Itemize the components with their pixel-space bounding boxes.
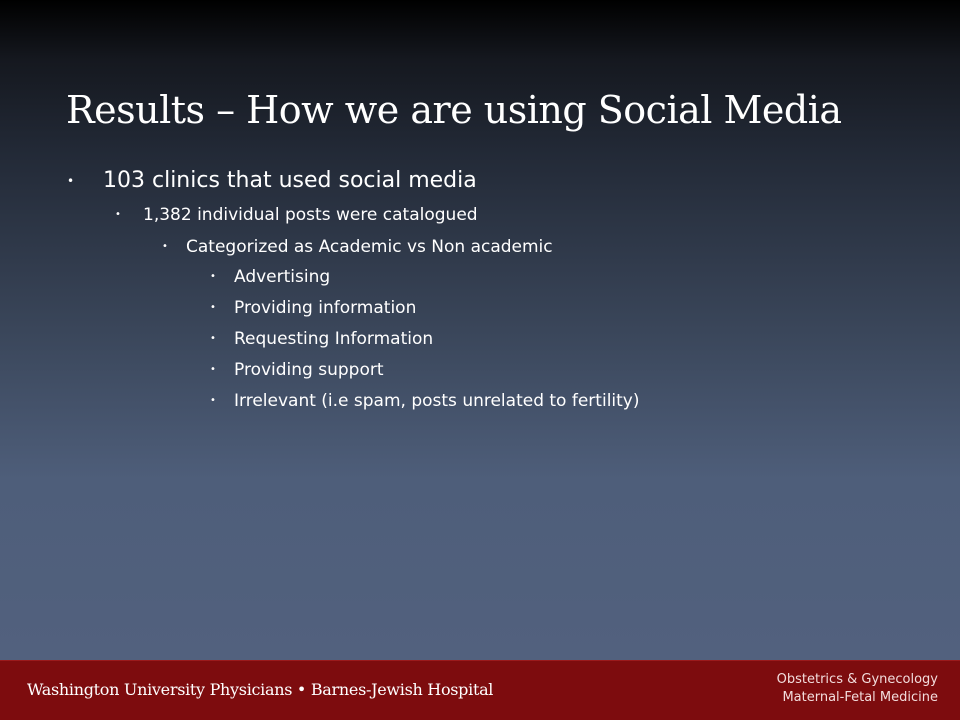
- bullet-providing-information: [210, 298, 417, 318]
- bullet-text: Categorized as Academic vs Non academic: [186, 237, 553, 257]
- bullet-clinics: [67, 168, 477, 193]
- bullet-irrelevant: [210, 391, 640, 411]
- bullet-dot-icon: •: [210, 333, 216, 344]
- bullet-text: Irrelevant (i.e spam, posts unrelated to fertility): [234, 391, 640, 411]
- bullet-categorized: [162, 237, 553, 257]
- bullet-text: 1,382 individual posts were catalogued: [143, 205, 478, 225]
- bullet-text: Providing information: [234, 298, 417, 318]
- bullet-text: Providing support: [234, 360, 384, 380]
- bullet-dot-icon: •: [162, 241, 168, 252]
- bullet-dot-icon: •: [210, 302, 216, 313]
- bullet-advertising: [210, 267, 331, 287]
- department-line-1: Obstetrics & Gynecology: [776, 672, 938, 687]
- bullet-requesting-information: [210, 329, 434, 349]
- bullet-text: 103 clinics that used social media: [103, 168, 477, 193]
- slide-title: Results – How we are using Social Media: [66, 88, 842, 132]
- department-name: [777, 671, 938, 707]
- bullet-dot-icon: •: [210, 271, 216, 282]
- bullet-dot-icon: •: [210, 364, 216, 375]
- footer-bar: [0, 660, 960, 720]
- bullet-providing-support: [210, 360, 384, 380]
- bullet-text: Requesting Information: [234, 329, 434, 349]
- bullet-text: Advertising: [234, 267, 331, 287]
- institution-name: Washington University Physicians • Barnes-Jewish Hospital: [27, 680, 494, 699]
- bullet-dot-icon: •: [115, 209, 121, 220]
- bullet-posts-catalogued: [115, 205, 478, 225]
- bullet-dot-icon: •: [210, 395, 216, 406]
- bullet-dot-icon: •: [67, 174, 75, 188]
- department-line-2: Maternal-Fetal Medicine: [782, 690, 938, 705]
